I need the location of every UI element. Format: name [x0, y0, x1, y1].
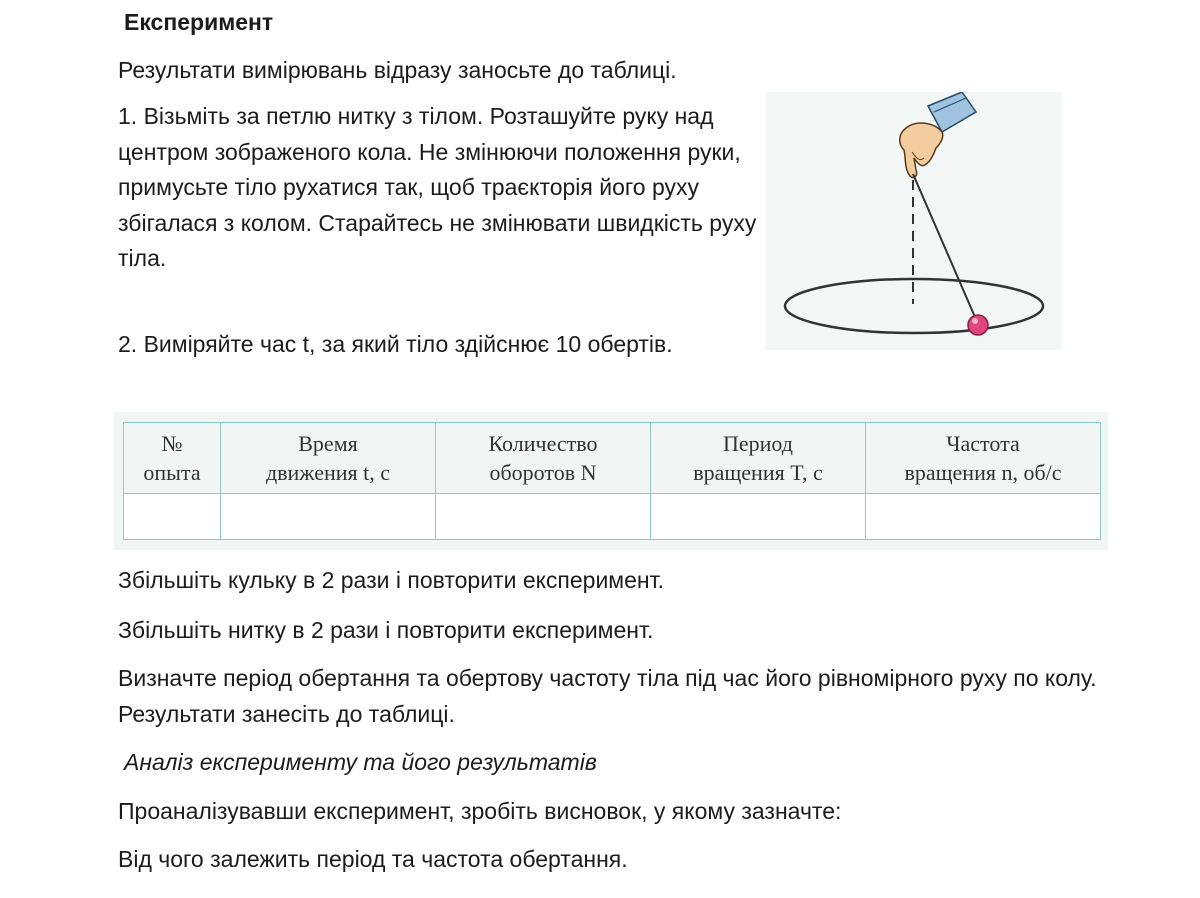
header-line: вращения n, об/с: [904, 460, 1062, 485]
table-cell[interactable]: [436, 494, 651, 540]
hand-icon: [900, 123, 943, 178]
conical-pendulum-drawing: [766, 92, 1062, 350]
repeat-thread-instruction: Збільшіть нитку в 2 рази і повторити експеримент.: [118, 617, 654, 643]
header-rotation-period: [651, 423, 866, 494]
table-cell[interactable]: [866, 494, 1101, 540]
header-experiment-number: [124, 423, 221, 494]
header-line: Время: [298, 431, 358, 456]
header-line: оборотов N: [489, 460, 597, 485]
header-line: №: [161, 431, 183, 456]
header-line: вращения T, с: [693, 460, 823, 485]
step-1-instructions: 1. Візьміть за петлю нитку з тілом. Розташуйте руку над центром зображеного кола. Не змінюючи положення руки, примусьте тіло рухатися так, щоб траєкторія його руху збігалася з колом. Старайтесь не змінювати швидкість руху тіла.: [118, 103, 757, 271]
analysis-question: Від чого залежить період та частота обертання.: [118, 846, 628, 872]
header-line: опыта: [143, 460, 201, 485]
ball-icon: [968, 315, 988, 335]
step-2-instructions: 2. Виміряйте час t, за який тіло здійснює 10 обертів.: [118, 331, 673, 357]
table-header-row: [124, 423, 1101, 494]
pendulum-illustration: [766, 92, 1062, 350]
table-row: [124, 494, 1101, 540]
determine-period-instruction: Визначте період обертання та обертову частоту тіла під час його рівномірного руху по колу. Результати занесіть до таблиці.: [118, 665, 1097, 727]
header-line: движения t, с: [265, 460, 391, 485]
thread-line: [913, 174, 978, 324]
repeat-ball-instruction: Збільшіть кульку в 2 рази і повторити експеримент.: [118, 567, 664, 593]
table-cell[interactable]: [124, 494, 221, 540]
header-line: Период: [723, 431, 793, 456]
intro-paragraph: Результати вимірювань відразу заносьте до таблиці.: [118, 57, 677, 83]
header-rotations-count: [436, 423, 651, 494]
analysis-heading: Аналіз експерименту та його результатів: [124, 749, 597, 775]
table-cell[interactable]: [651, 494, 866, 540]
header-line: Количество: [488, 431, 598, 456]
results-table: [123, 422, 1101, 540]
header-rotation-frequency: [866, 423, 1101, 494]
analysis-intro: Проаналізувавши експеримент, зробіть висновок, у якому зазначте:: [118, 798, 842, 824]
table-cell[interactable]: [221, 494, 436, 540]
header-line: Частота: [946, 431, 1020, 456]
header-motion-time: [221, 423, 436, 494]
results-table-container: [114, 412, 1108, 550]
experiment-title: Експеримент: [124, 9, 274, 35]
